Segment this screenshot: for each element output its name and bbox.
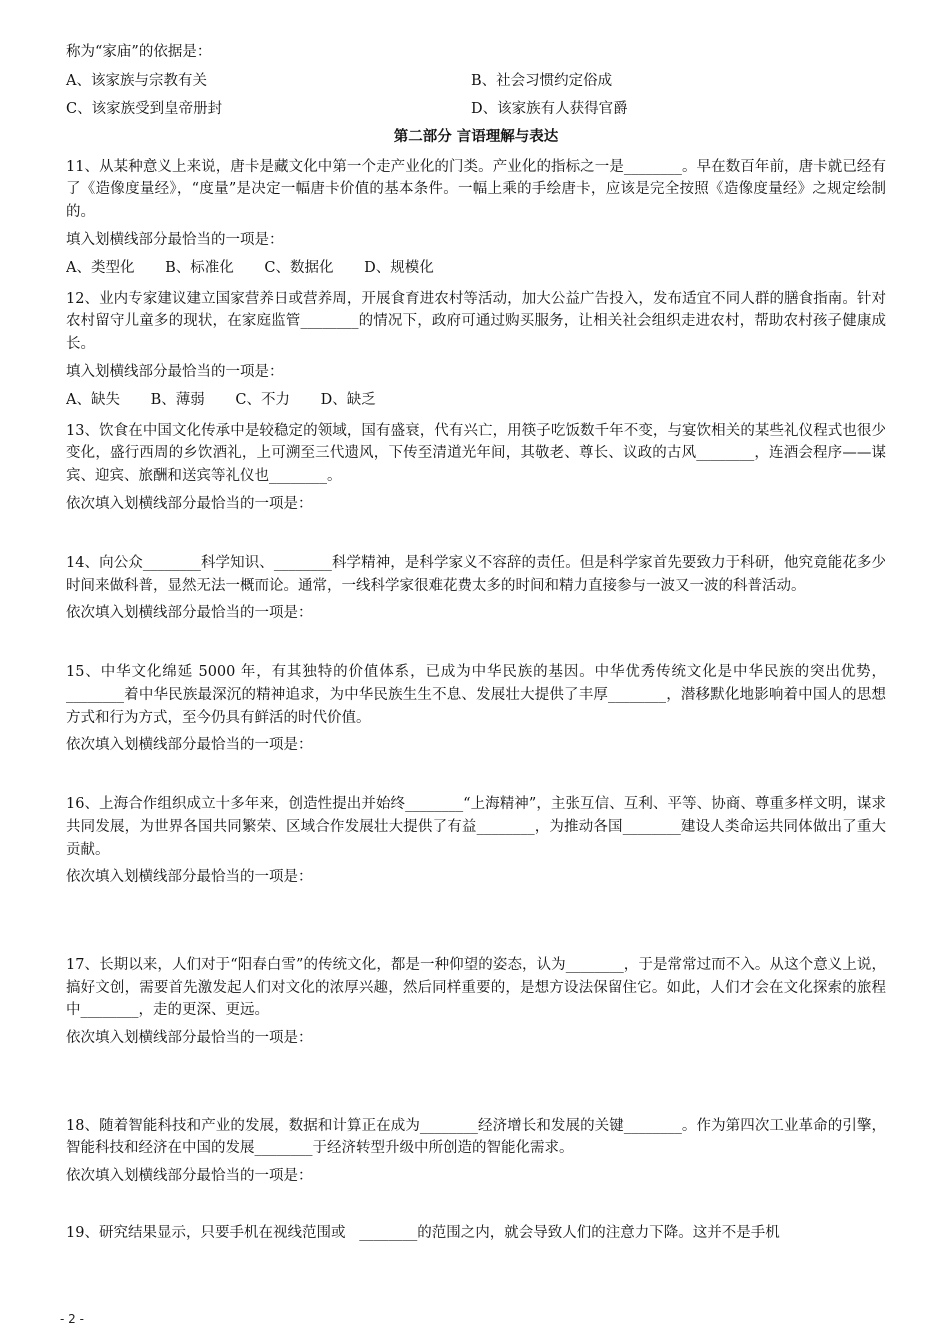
q12-options [66, 386, 886, 415]
document-page [66, 38, 886, 1247]
q18-options [66, 1190, 886, 1219]
q11-option-a: A、类型化 [66, 260, 135, 277]
q10-option-b: B、社会习惯约定俗成 [471, 72, 613, 89]
q10-option-c: C、该家族受到皇帝册封 [66, 101, 223, 117]
q17-options-row1 [66, 1053, 886, 1082]
q10-options-row2 [66, 95, 886, 124]
q11-options [66, 254, 886, 283]
q10-option-d: D、该家族有人获得官爵 [471, 101, 628, 117]
q18-text: 18、随着智能科技和产业的发展，数据和计算正在成为________经济增长和发展的关键________。作为第四次工业革命的引擎，智能科技和经济在中国的发展________于经济转型升级中所创造的智能化需求。 [66, 1117, 886, 1157]
intro-line: 称为“家庙”的依据是： [66, 44, 212, 60]
q11-option-c: C、数据化 [264, 260, 334, 277]
q12-option-a: A、缺失 [66, 392, 120, 409]
q13-prompt: 依次填入划横线部分最恰当的一项是： [66, 495, 313, 512]
q15-text: 15、中华文化绵延 5000 年，有其独特的价值体系，已成为中华民族的基因。中华优秀传统文化是中华民族的突出优势，________着中华民族最深沉的精神追求，为中华民族生生不息、发展壮大提供了丰厚________，潜移默化地影响着中国人的思想方式和行为方式，至今仍具有鲜活的时代价值。 [66, 664, 886, 726]
q12-option-b: B、薄弱 [150, 392, 205, 409]
q12-option-d: D、缺乏 [320, 392, 376, 409]
q14-options [66, 628, 886, 657]
q11-prompt: 填入划横线部分最恰当的一项是： [66, 231, 284, 248]
q10-options-row1 [66, 67, 886, 96]
q11-option-d: D、规模化 [364, 260, 434, 277]
q11-option-b: B、标准化 [165, 260, 234, 277]
q16-options-row1 [66, 892, 886, 921]
q14-text: 14、向公众________科学知识、________科学精神，是科学家义不容辞的责任。但是科学家首先要致力于科研，他究竟能花多少时间来做科普，显然无法一概而论。通常，一线科学家很难花费太多的时间和精力直接参与一波又一波的科普活动。 [66, 554, 886, 594]
q11-text: 11、从某种意义上来说，唐卡是藏文化中第一个走产业化的门类。产业化的指标之一是________。早在数百年前，唐卡就已经有了《造像度量经》，“度量”是决定一幅唐卡价值的基本条件。一幅上乘的手绘唐卡，应该是完全按照《造像度量经》之规定绘制的。 [66, 158, 886, 220]
q15-prompt: 依次填入划横线部分最恰当的一项是： [66, 737, 313, 754]
q16-options-row2 [66, 920, 886, 949]
q17-options-row2 [66, 1081, 886, 1110]
q13-options [66, 518, 886, 547]
q15-options [66, 760, 886, 789]
page-number: - 2 - [60, 1312, 84, 1326]
q12-option-c: C、不力 [235, 392, 290, 409]
q10-option-a: A、该家族与宗教有关 [66, 72, 207, 89]
q12-text: 12、业内专家建议建立国家营养日或营养周，开展食育进农村等活动，加大公益广告投入，发布适宜不同人群的膳食指南。针对农村留守儿童多的现状，在家庭监管________的情况下，政府可通过购买服务，让相关社会组织走进农村，帮助农村孩子健康成长。 [66, 290, 886, 353]
q17-prompt: 依次填入划横线部分最恰当的一项是： [66, 1030, 313, 1047]
q17-text: 17、长期以来，人们对于“阳春白雪”的传统文化，都是一种仰望的姿态，认为________，于是常常过而不入。从这个意义上说，搞好文创，需要首先激发起人们对文化的浓厚兴趣，然后同样重要的，是想方设法保留住它。如此，人们才会在文化探索的旅程中________，走的更深、更远。 [66, 956, 886, 1019]
q18-prompt: 依次填入划横线部分最恰当的一项是： [66, 1167, 313, 1184]
q12-prompt: 填入划横线部分最恰当的一项是： [66, 363, 284, 380]
section-title: 第二部分 言语理解与表达 [393, 128, 559, 145]
q14-prompt: 依次填入划横线部分最恰当的一项是： [66, 605, 313, 622]
q19-text: 19、研究结果显示，只要手机在视线范围或 ________的范围之内，就会导致人们的注意力下降。这并不是手机 [66, 1224, 780, 1241]
q13-text: 13、饮食在中国文化传承中是较稳定的领域，国有盛衰，代有兴亡，用筷子吃饭数千年不变，与宴饮相关的某些礼仪程式也很少变化，盛行西周的乡饮酒礼，上可溯至三代遗风，下传至清道光年间，其敬老、尊长、议政的古风________，连酒会程序——谋宾、迎宾、旅酬和送宾等礼仪也________。 [66, 422, 886, 485]
q16-text: 16、上海合作组织成立十多年来，创造性提出并始终________“上海精神”，主张互信、互利、平等、协商、尊重多样文明，谋求共同发展，为世界各国共同繁荣、区域合作发展壮大提供了有益________，为推动各国________建设人类命运共同体做出了重大贡献。 [66, 796, 886, 858]
q16-prompt: 依次填入划横线部分最恰当的一项是： [66, 869, 313, 886]
